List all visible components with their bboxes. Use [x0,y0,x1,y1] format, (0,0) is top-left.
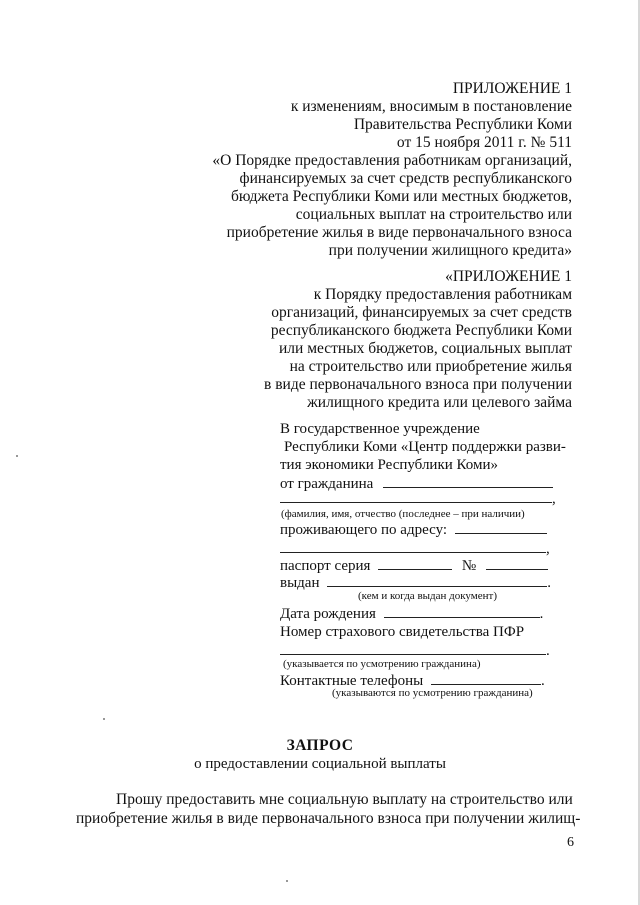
addressee-line: Республики Коми «Центр поддержки разви- [284,439,566,455]
scan-speck [16,455,18,457]
addressee-line: В государственное учреждение [280,421,480,437]
phones-hint: (указываются по усмотрению гражданина) [332,687,533,699]
appendix-line: приобретение жилья в виде первоначального взноса [226,224,572,241]
period: . [546,643,550,659]
period: . [540,673,545,689]
request-subtitle: о предоставлении социальной выплаты [194,756,446,772]
appendix-line: к изменениям, вносимым в постановление [290,98,572,115]
birth-date-field[interactable] [384,605,540,618]
issued-label: выдан [280,575,320,591]
period: . [539,606,544,622]
period: . [547,575,551,591]
address-field-2[interactable] [280,540,546,553]
issued-hint: (кем и когда выдан документ) [358,590,497,602]
address-row-2 [280,540,550,558]
appendix-line: от 15 ноября 2011 г. № 511 [396,134,572,151]
request-body-line: приобретение жилья в виде первоначального взноса при получении жилищ- [76,810,581,827]
order-line: жилищного кредита или целевого займа [307,394,572,411]
order-line: или местных бюджетов, социальных выплат [279,340,572,357]
address-row [280,521,547,539]
appendix-line: финансируемых за счет средств республиканского [239,170,572,187]
request-body-line: Прошу предоставить мне социальную выплату на строительство или [116,791,573,808]
appendix-title: ПРИЛОЖЕНИЕ 1 [452,80,572,97]
appendix-line: при получении жилищного кредита» [328,242,572,259]
name-hint: (фамилия, имя, отчество (последнее – при наличии) [281,508,525,520]
from-citizen-label: от гражданина [280,476,374,492]
comma: , [546,541,550,557]
order-line: на строительство или приобретение жилья [289,358,572,375]
issued-field[interactable] [327,574,547,587]
passport-series-field[interactable] [378,557,452,570]
order-title: «ПРИЛОЖЕНИЕ 1 [445,268,572,285]
scan-speck [286,880,288,882]
appendix-line: социальных выплат на строительство или [295,206,572,223]
appendix-line: бюджета Республики Коми или местных бюджетов, [230,188,572,205]
appendix-line: «О Порядке предоставления работникам организаций, [212,152,572,169]
pfr-hint: (указывается по усмотрению гражданина) [283,658,481,670]
pfr-label: Номер страхового свидетельства ПФР [280,624,525,640]
passport-number-label: № [461,558,477,574]
birth-date-label: Дата рождения [280,606,376,622]
address-label: проживающего по адресу: [280,522,448,538]
scan-speck [103,718,105,720]
address-field[interactable] [455,521,547,534]
phones-field[interactable] [431,672,541,685]
order-line: республиканского бюджета Республики Коми [270,322,572,339]
appendix-line: Правительства Республики Коми [353,116,572,133]
page-number: 6 [567,835,574,850]
order-line: организаций, финансируемых за счет средств [271,304,572,321]
request-title: ЗАПРОС [286,737,354,754]
order-line: в виде первоначального взноса при получении [264,376,572,393]
passport-row [280,557,548,575]
citizen-name-field-2[interactable] [280,490,552,503]
pfr-field[interactable] [280,642,546,655]
passport-series-label: паспорт серия [280,558,371,574]
phones-label: Контактные телефоны [280,673,424,689]
comma: , [552,491,556,507]
order-line: к Порядку предоставления работникам [313,286,572,303]
addressee-line: тия экономики Республики Коми» [280,457,499,473]
passport-number-field[interactable] [486,557,548,570]
citizen-name-row-2 [280,490,556,508]
citizen-name-field[interactable] [383,475,553,488]
birth-date-row [280,605,543,623]
